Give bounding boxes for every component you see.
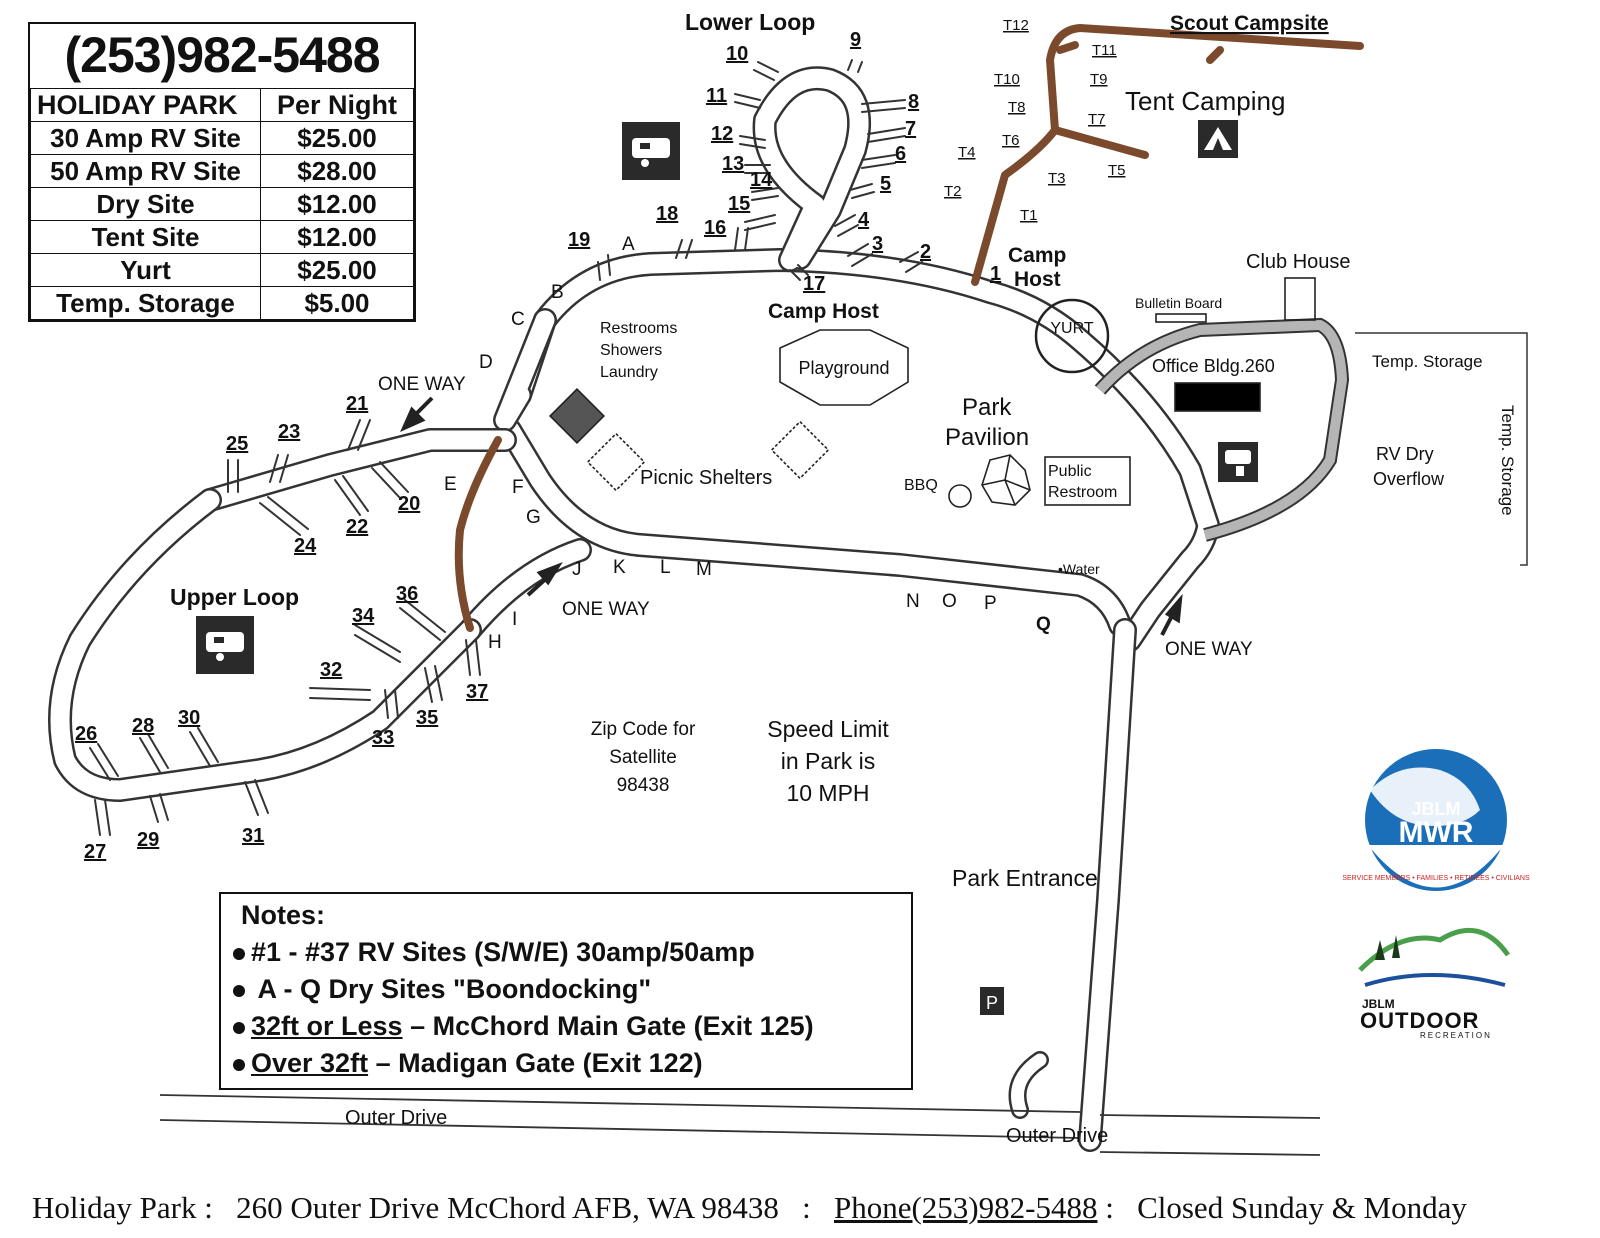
rv-site-35: 35	[416, 707, 439, 729]
tent-site-t8: T8	[1008, 99, 1026, 116]
tent-site-t1: T1	[1020, 207, 1038, 224]
rate-header-price: Per Night	[261, 89, 414, 122]
dry-site-i: I	[512, 609, 518, 630]
label-speed-2: in Park is	[780, 748, 876, 774]
tent-site-t11: T11	[1092, 42, 1117, 59]
label-public-restroom-2: Restroom	[1048, 484, 1118, 501]
note-item	[233, 1011, 911, 1042]
label-picnic-shelters: Picnic Shelters	[640, 467, 773, 489]
rv-site-24: 24	[294, 535, 317, 557]
mwr-logo-jblm: JBLM	[1411, 799, 1461, 819]
label-office: Office Bldg.260	[1152, 356, 1275, 376]
rv-site-27: 27	[84, 841, 107, 863]
rv-site-31: 31	[242, 825, 265, 847]
dry-site-c: C	[511, 309, 525, 330]
dry-site-j: J	[572, 559, 582, 580]
table-row	[31, 122, 414, 155]
rate-price: $12.00	[261, 221, 414, 254]
note-item	[233, 974, 911, 1005]
note-item	[233, 937, 911, 968]
rv-site-5: 5	[880, 173, 892, 195]
rate-price: $5.00	[261, 287, 414, 320]
label-restrooms-2: Showers	[600, 342, 663, 359]
rv-site-8: 8	[908, 91, 920, 113]
table-row	[31, 287, 414, 320]
dry-site-q: Q	[1036, 614, 1051, 635]
rate-header-name: HOLIDAY PARK	[31, 89, 261, 122]
rate-price: $25.00	[261, 254, 414, 287]
rv-site-15: 15	[728, 193, 751, 215]
rate-site-type: 30 Amp RV Site	[31, 122, 261, 155]
note-emphasis: Over 32ft	[251, 1048, 369, 1078]
notes-box	[219, 892, 913, 1090]
footer-separator: :	[802, 1190, 811, 1225]
rv-site-25: 25	[226, 433, 249, 455]
label-upper-loop: Upper Loop	[170, 584, 300, 610]
tent-site-t10: T10	[994, 71, 1020, 88]
notes-title: Notes:	[241, 900, 326, 930]
label-water: •Water	[1058, 561, 1100, 577]
note-emphasis: 32ft or Less	[251, 1011, 403, 1041]
rv-site-4: 4	[858, 209, 870, 231]
rate-price: $12.00	[261, 188, 414, 221]
label-restrooms-3: Laundry	[600, 364, 658, 381]
dry-site-k: K	[613, 557, 626, 578]
rv-site-29: 29	[137, 829, 160, 851]
label-one-way-2: ONE WAY	[562, 599, 650, 620]
label-tent-camping: Tent Camping	[1125, 86, 1286, 116]
rate-price: $25.00	[261, 122, 414, 155]
rv-site-16: 16	[704, 217, 727, 239]
picnic-shelter-1	[588, 434, 645, 491]
picnic-shelter-2	[772, 422, 829, 479]
rv-site-34: 34	[352, 605, 375, 627]
bulletin-board-sign	[1156, 314, 1206, 322]
rv-site-6: 6	[895, 143, 907, 165]
rv-site-32: 32	[320, 659, 343, 681]
rv-site-28: 28	[132, 715, 155, 737]
rv-site-20: 20	[398, 493, 421, 515]
label-camp-host-2: Host	[1014, 268, 1061, 291]
mwr-logo-mwr: MWR	[1398, 816, 1474, 849]
tent-site-t2: T2	[944, 183, 962, 200]
rv-site-14: 14	[750, 169, 773, 191]
rv-site-33: 33	[372, 727, 395, 749]
footer-name: Holiday Park :	[32, 1190, 213, 1225]
footer-address: 260 Outer Drive McChord AFB, WA 98438	[236, 1190, 779, 1225]
label-club-house: Club House	[1246, 251, 1351, 273]
bullet-icon	[233, 1022, 245, 1034]
label-one-way-3: ONE WAY	[1165, 639, 1253, 660]
bbq-pit	[949, 485, 971, 507]
rv-dump-icon	[1218, 442, 1258, 482]
odr-logo-outdoor: OUTDOOR	[1360, 1008, 1480, 1033]
rv-site-12: 12	[711, 123, 734, 145]
rv-site-3: 3	[872, 233, 884, 255]
rv-site-11: 11	[706, 85, 728, 107]
label-camp-host-lower: Camp Host	[768, 300, 879, 323]
rv-site-22: 22	[346, 516, 369, 538]
dry-site-m: M	[696, 559, 712, 580]
dry-site-o: O	[942, 591, 957, 612]
odr-logo-recreation: RECREATION	[1420, 1031, 1492, 1040]
label-public-restroom-1: Public	[1048, 463, 1092, 480]
label-park-pavilion-2: Pavilion	[945, 424, 1030, 451]
tent-site-t7: T7	[1088, 111, 1106, 128]
rv-site-7: 7	[905, 118, 917, 140]
footer-separator: :	[1105, 1190, 1114, 1225]
label-zip-3: 98438	[616, 775, 670, 796]
table-row	[31, 188, 414, 221]
rv-site-2: 2	[920, 241, 932, 263]
rate-price: $28.00	[261, 155, 414, 188]
tent-site-t6: T6	[1002, 132, 1020, 149]
label-restrooms-1: Restrooms	[600, 320, 678, 337]
tent-site-labels	[944, 17, 1126, 224]
dry-site-h: H	[488, 632, 502, 653]
rate-site-type: Tent Site	[31, 221, 261, 254]
label-park-pavilion-1: Park	[962, 394, 1012, 421]
dry-site-l: L	[660, 557, 671, 578]
outer-drive	[160, 1095, 1320, 1155]
label-camp-host-1: Camp	[1008, 244, 1067, 267]
rv-site-1: 1	[990, 263, 1002, 285]
mwr-logo-ring: SERVICE MEMBERS • FAMILIES • RETIREES • CIVILIANS	[1342, 875, 1530, 882]
phone-number: (253)982-5488	[64, 27, 380, 83]
footer	[32, 1190, 1592, 1226]
outdoor-recreation-logo	[1360, 930, 1508, 1040]
rv-site-23: 23	[278, 421, 301, 443]
label-rv-dry-2: Overflow	[1373, 469, 1445, 489]
rv-site-30: 30	[178, 707, 201, 729]
label-park-entrance: Park Entrance	[952, 865, 1098, 891]
rate-site-type: Temp. Storage	[31, 287, 261, 320]
note-text: #1 - #37 RV Sites (S/W/E) 30amp/50amp	[251, 937, 755, 967]
rate-site-type: Dry Site	[31, 188, 261, 221]
rv-icon	[196, 616, 254, 674]
label-bulletin-board: Bulletin Board	[1135, 295, 1223, 311]
dry-site-p: P	[984, 593, 997, 614]
table-row	[31, 155, 414, 188]
rate-site-type: 50 Amp RV Site	[31, 155, 261, 188]
dry-site-a: A	[622, 234, 635, 255]
label-speed-3: 10 MPH	[786, 780, 870, 806]
rv-site-21: 21	[346, 393, 369, 415]
rate-table	[30, 88, 414, 320]
dry-site-e: E	[444, 474, 457, 495]
note-item	[233, 1048, 911, 1079]
rv-site-37: 37	[466, 681, 489, 703]
note-text: – McChord Main Gate (Exit 125)	[402, 1011, 814, 1041]
bullet-icon	[233, 1059, 245, 1071]
rv-site-18: 18	[656, 203, 679, 225]
tent-site-t4: T4	[958, 144, 976, 161]
mwr-logo	[1342, 748, 1530, 892]
rate-table-box	[28, 22, 416, 322]
rv-site-9: 9	[850, 29, 862, 51]
rv-site-17: 17	[803, 273, 826, 295]
label-outer-drive-1: Outer Drive	[345, 1107, 448, 1129]
dry-site-g: G	[526, 507, 541, 528]
dry-site-d: D	[479, 352, 493, 373]
label-playground: Playground	[798, 358, 890, 378]
label-outer-drive-2: Outer Drive	[1006, 1125, 1109, 1147]
tent-icon	[1198, 120, 1238, 158]
rate-table-header	[31, 89, 414, 122]
restroom-building	[550, 389, 604, 443]
rv-site-10: 10	[726, 43, 749, 65]
label-bbq: BBQ	[904, 477, 938, 494]
table-row	[31, 221, 414, 254]
tent-site-t3: T3	[1048, 170, 1066, 187]
dry-site-f: F	[512, 477, 524, 498]
dry-site-b: B	[551, 282, 564, 303]
rv-site-13: 13	[722, 153, 745, 175]
rv-site-36: 36	[396, 583, 419, 605]
bullet-icon	[233, 948, 245, 960]
label-parking: P	[985, 993, 999, 1013]
bullet-icon	[233, 985, 245, 997]
footer-hours: Closed Sunday & Monday	[1137, 1190, 1467, 1225]
label-rv-dry-1: RV Dry	[1376, 444, 1434, 464]
rv-site-19: 19	[568, 229, 591, 251]
label-lower-loop: Lower Loop	[685, 9, 816, 35]
rv-icon	[622, 122, 680, 180]
label-zip-1: Zip Code for	[590, 719, 696, 740]
club-house-building	[1285, 278, 1315, 320]
label-zip-2: Satellite	[609, 747, 677, 768]
tent-site-t5: T5	[1108, 162, 1126, 179]
note-text: A - Q Dry Sites "Boondocking"	[251, 974, 652, 1004]
label-one-way-1: ONE WAY	[378, 374, 466, 395]
footer-phone-link[interactable]: Phone(253)982-5488	[833, 1190, 1098, 1225]
tent-site-t9: T9	[1090, 71, 1108, 88]
office-building	[1175, 383, 1260, 411]
label-scout-campsite: Scout Campsite	[1170, 12, 1329, 35]
note-text: – Madigan Gate (Exit 122)	[368, 1048, 703, 1078]
label-speed-1: Speed Limit	[767, 716, 889, 742]
odr-logo-jblm: JBLM	[1362, 997, 1395, 1011]
table-row	[31, 254, 414, 287]
label-yurt: YURT	[1050, 320, 1094, 337]
tent-site-t12: T12	[1003, 17, 1029, 34]
rv-site-26: 26	[75, 723, 98, 745]
dry-site-n: N	[906, 591, 920, 612]
label-temp-storage-2: Temp. Storage	[1498, 405, 1517, 516]
rate-site-type: Yurt	[31, 254, 261, 287]
label-temp-storage-1: Temp. Storage	[1372, 352, 1483, 371]
